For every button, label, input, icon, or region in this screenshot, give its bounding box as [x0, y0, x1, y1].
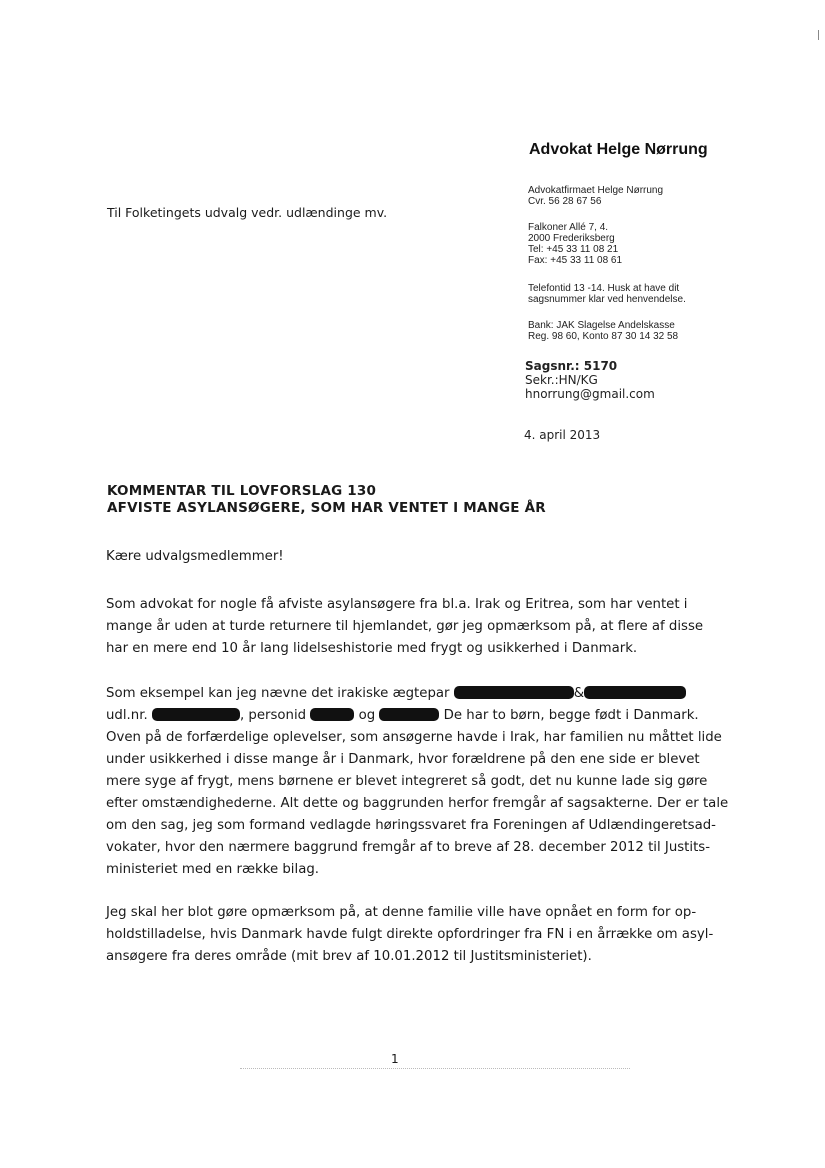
firm-line: Cvr. 56 28 67 56 [528, 196, 602, 207]
text-segment: og [358, 708, 376, 723]
paragraph-line: vokater, hvor den nærmere baggrund fremgår af to breve af 28. december 2012 til Justits- [106, 840, 711, 855]
subject-line-2: AFVISTE ASYLANSØGERE, SOM HAR VENTET I MANGE ÅR [107, 500, 546, 516]
bank-line: Bank: JAK Slagelse Andelskasse [528, 320, 675, 331]
paragraph-2 [106, 683, 728, 881]
address-line: Fax: +45 33 11 08 61 [528, 255, 623, 266]
redaction-bar [379, 708, 439, 721]
text-segment: De har to børn, begge født i Danmark. [443, 708, 699, 723]
address-line: 2000 Frederiksberg [528, 233, 615, 244]
firm-line: Advokatfirmaet Helge Nørrung [528, 185, 664, 196]
paragraph-line: ministeriet med en række bilag. [106, 862, 320, 877]
redaction-bar [310, 708, 354, 721]
bank-line: Reg. 98 60, Konto 87 30 14 32 58 [528, 331, 679, 342]
paragraph-line: ansøgere fra deres område (mit brev af 10.01.2012 til Justitsministeriet). [106, 949, 592, 964]
phone-hours-line: sagsnummer klar ved henvendelse. [528, 294, 686, 305]
redaction-bar [454, 686, 574, 699]
paragraph-line: efter omstændighederne. Alt dette og baggrunden herfor fremgår af sagsakterne. Der er tale [106, 796, 729, 811]
redaction-bar [152, 708, 240, 721]
letterhead-title: Advokat Helge Nørrung [529, 141, 708, 158]
text-segment: , personid [239, 708, 307, 723]
text-segment: udl.nr. [106, 708, 148, 723]
paragraph-1 [106, 594, 703, 660]
paragraph-line: holdstilladelse, hvis Danmark havde fulgt direkte opfordringer fra FN i en årrække om asyl- [106, 927, 714, 942]
salutation: Kære udvalgsmedlemmer! [106, 549, 284, 564]
paragraph-line: Som advokat for nogle få afviste asylansøgere fra bl.a. Irak og Eritrea, som har ventet i [106, 597, 688, 612]
secretary-ref: Sekr.:HN/KG [525, 373, 598, 387]
paragraph-line: har en mere end 10 år lang lidelseshistorie med frygt og usikkerhed i Danmark. [106, 641, 638, 656]
phone-hours-line: Telefontid 13 -14. Husk at have dit [528, 283, 680, 294]
recipient: Til Folketingets udvalg vedr. udlændinge mv. [107, 205, 388, 220]
page-divider [240, 1068, 630, 1069]
address-line: Falkoner Allé 7, 4. [528, 222, 609, 233]
paragraph-line: under usikkerhed i disse mange år i Danmark, hvor forældrene på den ene side er blevet [106, 752, 700, 767]
paragraph-line: Oven på de forfærdelige oplevelser, som ansøgerne havde i Irak, har familien nu måttet lide [106, 730, 722, 745]
paragraph-line: mere syge af frygt, mens børnene er blevet integreret så godt, det nu kunne lade sig gøre [106, 774, 708, 789]
address-block [528, 222, 622, 266]
paragraph-line: mange år uden at turde returnere til hjemlandet, gør jeg opmærksom på, at flere af disse [106, 619, 704, 634]
case-number: Sagsnr.: 5170 [525, 359, 618, 373]
letter-date: 4. april 2013 [524, 428, 601, 442]
scan-mark [818, 30, 819, 40]
text-segment: Som eksempel kan jeg nævne det irakiske ægtepar [106, 686, 450, 701]
paragraph-line [106, 705, 728, 727]
address-line: Tel: +45 33 11 08 21 [528, 244, 619, 255]
paragraph-3 [106, 902, 713, 968]
redaction-bar [584, 686, 686, 699]
page-number: 1 [391, 1052, 399, 1066]
bank-block [528, 320, 678, 342]
paragraph-line [106, 683, 728, 705]
firm-block [528, 185, 663, 207]
paragraph-line: Jeg skal her blot gøre opmærksom på, at denne familie ville have opnået en form for op- [106, 905, 697, 920]
ampersand: & [573, 686, 585, 701]
subject-line-1: KOMMENTAR TIL LOVFORSLAG 130 [107, 483, 377, 499]
phone-hours-block [528, 283, 686, 305]
paragraph-line: om den sag, jeg som formand vedlagde høringssvaret fra Foreningen af Udlændingeretsad- [106, 818, 716, 833]
email-address: hnorrung@gmail.com [525, 387, 655, 401]
